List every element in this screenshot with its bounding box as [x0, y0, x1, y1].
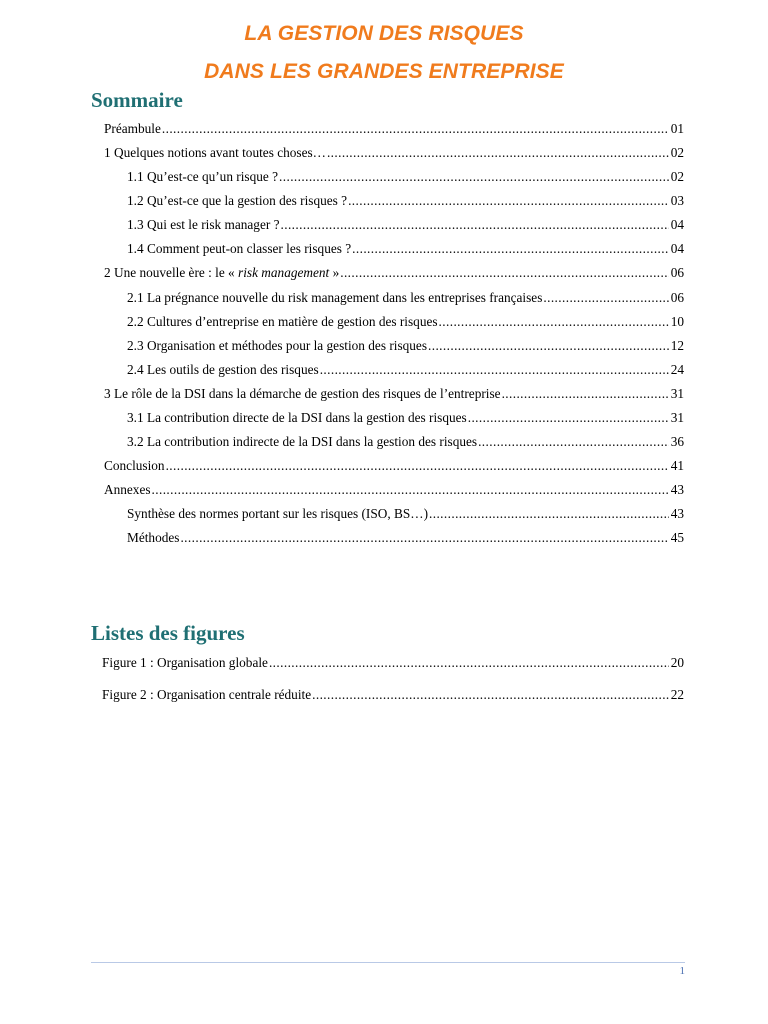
dot-leader	[340, 265, 668, 281]
toc-entry-3-2[interactable]	[127, 434, 684, 450]
toc-entry-1[interactable]	[104, 145, 684, 161]
toc-entry-1-2[interactable]	[127, 193, 684, 209]
toc-entry-label: 1.4 Comment peut-on classer les risques ?	[127, 241, 352, 256]
toc-entry-label-prefix: 2 Une nouvelle ère : le «	[104, 265, 239, 280]
dot-leader	[543, 290, 668, 306]
figure-entry-page: 20	[670, 655, 684, 670]
toc-entry-page: 10	[670, 314, 684, 329]
toc-entry-label-italic: risk management	[238, 265, 330, 280]
toc-entry-label: 3.1 La contribution directe de la DSI dans la gestion des risques	[127, 410, 467, 425]
document-title-line-1: LA GESTION DES RISQUES	[244, 22, 524, 45]
toc-entry-page: 24	[670, 362, 684, 377]
toc-entry-page: 04	[670, 241, 684, 256]
toc-entry-label: 1.1 Qu’est-ce qu’un risque ?	[127, 169, 279, 184]
toc-entry-label: 2.3 Organisation et méthodes pour la gestion des risques	[127, 338, 427, 353]
toc-entry-2-1[interactable]	[127, 290, 684, 306]
figures-heading: Listes des figures	[91, 621, 245, 645]
toc-entry-page: 31	[670, 410, 684, 425]
figure-entry-page: 22	[670, 687, 684, 702]
toc-entry-3-1[interactable]	[127, 410, 684, 426]
toc-entry-page: 04	[670, 217, 684, 232]
figure-entry-label: Figure 2 : Organisation centrale réduite	[102, 687, 312, 702]
toc-entry-label: 1 Quelques notions avant toutes choses…	[104, 145, 326, 160]
toc-entry-page: 45	[670, 530, 684, 545]
toc-entry-preambule[interactable]	[104, 121, 684, 137]
dot-leader	[429, 506, 669, 522]
dot-leader	[468, 410, 669, 426]
toc-entry-label	[104, 265, 340, 281]
dot-leader	[281, 217, 669, 233]
dot-leader	[428, 338, 669, 354]
toc-entry-1-3[interactable]	[127, 217, 684, 233]
toc-entry-page: 03	[670, 193, 684, 208]
toc-entry-label-suffix: »	[329, 265, 340, 280]
toc-entry-label: 2.2 Cultures d’entreprise en matière de gestion des risques	[127, 314, 438, 329]
toc-heading: Sommaire	[91, 88, 183, 112]
toc-entry-label: Annexes	[104, 482, 151, 497]
dot-leader	[320, 362, 669, 378]
toc-entry-2-2[interactable]	[127, 314, 684, 330]
toc-entry-page: 02	[670, 145, 684, 160]
dot-leader	[279, 169, 669, 185]
dot-leader	[327, 145, 669, 161]
toc-entry-2-4[interactable]	[127, 362, 684, 378]
toc-entry-page: 06	[670, 290, 684, 305]
dot-leader	[348, 193, 669, 209]
document-title-line-2: DANS LES GRANDES ENTREPRISE	[204, 60, 564, 83]
toc-entry-label: Méthodes	[127, 530, 180, 545]
toc-entry-page: 36	[670, 434, 684, 449]
dot-leader	[439, 314, 669, 330]
footer-rule	[91, 962, 685, 963]
toc-entry-annexe-methodes[interactable]	[127, 530, 684, 546]
page-number: 1	[679, 965, 685, 977]
toc-entry-label: 2.4 Les outils de gestion des risques	[127, 362, 319, 377]
toc-entry-label: Synthèse des normes portant sur les risques (ISO, BS…)	[127, 506, 428, 521]
toc-entry-label: 2.1 La prégnance nouvelle du risk management dans les entreprises françaises	[127, 290, 543, 305]
toc-entry-page: 01	[670, 121, 684, 136]
toc-entry-page: 31	[670, 386, 684, 401]
toc-entry-annexes[interactable]	[104, 482, 684, 498]
toc-entry-label: 1.2 Qu’est-ce que la gestion des risques ?	[127, 193, 348, 208]
toc-entry-1-4[interactable]	[127, 241, 684, 257]
toc-entry-2-3[interactable]	[127, 338, 684, 354]
dot-leader	[478, 434, 669, 450]
figure-entry-label: Figure 1 : Organisation globale	[102, 655, 268, 670]
toc-entry-page: 43	[670, 482, 684, 497]
toc-entry-annexe-normes[interactable]	[127, 506, 684, 522]
dot-leader	[180, 530, 668, 546]
toc-entry-label: 3.2 La contribution indirecte de la DSI dans la gestion des risques	[127, 434, 478, 449]
dot-leader	[166, 458, 669, 474]
toc-entry-page: 06	[670, 265, 684, 280]
toc-entry-label: Préambule	[104, 121, 161, 136]
toc-entry-2[interactable]	[104, 265, 684, 281]
toc-entry-label: Conclusion	[104, 458, 165, 473]
toc-entry-page: 02	[670, 169, 684, 184]
toc-entry-3[interactable]	[104, 386, 684, 402]
dot-leader	[269, 655, 669, 671]
dot-leader	[312, 687, 669, 703]
dot-leader	[352, 241, 669, 257]
toc-entry-label: 3 Le rôle de la DSI dans la démarche de gestion des risques de l’entreprise	[104, 386, 501, 401]
dot-leader	[502, 386, 669, 402]
toc-entry-1-1[interactable]	[127, 169, 684, 185]
dot-leader	[152, 482, 669, 498]
figure-entry-1[interactable]	[102, 655, 684, 671]
figure-entry-2[interactable]	[102, 687, 684, 703]
toc-entry-page: 43	[670, 506, 684, 521]
toc-entry-label: 1.3 Qui est le risk manager ?	[127, 217, 280, 232]
toc-entry-page: 12	[670, 338, 684, 353]
toc-entry-conclusion[interactable]	[104, 458, 684, 474]
dot-leader	[162, 121, 669, 137]
toc-entry-page: 41	[670, 458, 684, 473]
